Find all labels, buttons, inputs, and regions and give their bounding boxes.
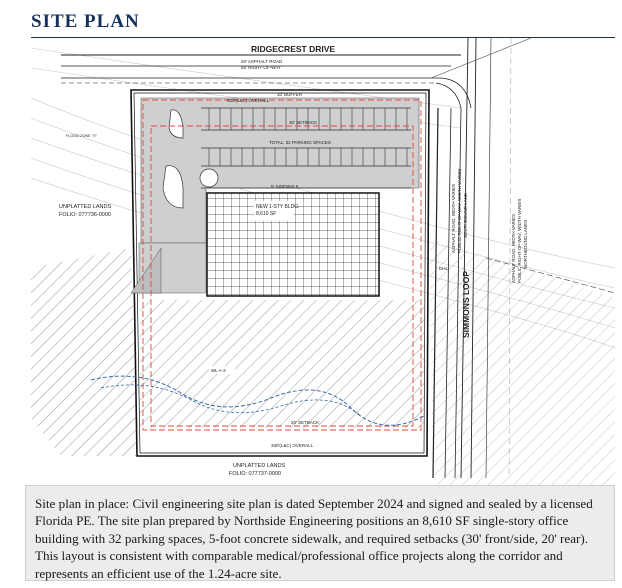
west-parcel-label-1: UNPLATTED LANDS xyxy=(59,204,112,210)
flood-zone-label: FLOOD ZONE "X" xyxy=(66,134,97,138)
west-hatch-area xyxy=(31,248,137,456)
page-title: SITE PLAN xyxy=(31,11,140,32)
road-right-sub2: PUBLIC RIGHT-OF-WAY, WIDTH VARIES xyxy=(457,168,462,253)
setback-rear-label: 20' SETBACK xyxy=(291,420,320,425)
site-plan-svg xyxy=(31,38,615,485)
south-dim-label: 330'(L&C) OVERALL xyxy=(271,443,314,448)
building-label-1: NEW 1-STY BLDG. xyxy=(256,204,300,210)
buffer-label: 10' BUFFER xyxy=(277,92,303,97)
dhl-label: DHL xyxy=(439,266,449,271)
north-dim-label: 330'(L&C) OVERALL xyxy=(227,98,270,103)
road-far-sub1: ASPHALT ROAD, WIDTH VARIES xyxy=(511,213,516,283)
site-plan-drawing xyxy=(31,38,615,485)
parking-label: TOTAL: 32 PARKING SPACES xyxy=(269,140,331,145)
south-parcel-label-2: FOLIO: 077737-0000 xyxy=(229,471,281,477)
road-top-sub2: 50' RIGHT-OF-WAY xyxy=(241,65,281,70)
east-hatch-area xyxy=(429,238,615,485)
road-top-label: RIDGECREST DRIVE xyxy=(251,44,336,54)
road-far-sub2: PUBLIC RIGHT-OF-WAY, WIDTH VARIES xyxy=(517,198,522,283)
road-right-sub1: ASPHALT ROAD, WIDTH VARIES xyxy=(451,183,456,253)
building-label-2: 8,610 SF xyxy=(256,211,277,217)
caption-text: Site plan in place: Civil engineering site plan is dated September 2024 and signed and sealed by a licensed Florida PE. The site plan prepared by Northside Engineering positions an 8,610 SF single-story office building with 32 parking spaces, 5-foot concrete sidewalk, and required setbacks (30' front/side, 20' rear). This layout is consistent with comparable medical/professional office projects along the corridor and represents an efficient use of the 1.24-acre site. xyxy=(35,496,593,581)
overhead-line-2 xyxy=(431,38,531,78)
wetland-label: WL A-3 xyxy=(211,368,226,373)
south-parcel-label-1: UNPLATTED LANDS xyxy=(233,463,286,469)
caption-box xyxy=(25,485,615,581)
south-hatch-area xyxy=(140,300,424,428)
west-parcel-label-2: FOLIO: 077736-0000 xyxy=(59,212,111,218)
setback-front-label: 30' SETBACK xyxy=(289,120,318,125)
road-top-sub1: 20' ASPHALT ROAD xyxy=(241,59,283,64)
sidewalk-label: 5' SIDEWALK xyxy=(271,184,299,189)
road-far-sub3: NORTHBOUND LANES xyxy=(523,219,528,268)
road-right-sub3: SOUTHBOUND LANE xyxy=(463,192,468,238)
